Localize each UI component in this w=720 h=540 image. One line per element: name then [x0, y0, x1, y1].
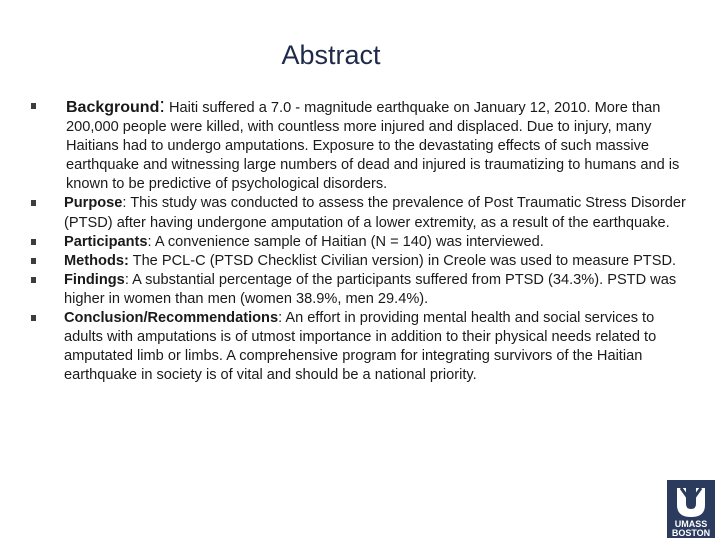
page-title: Abstract: [281, 40, 381, 70]
item-text: The PCL-C (PTSD Checklist Civilian version) in Creole was used to measure PTSD.: [128, 252, 677, 269]
bullet-icon: [31, 315, 36, 321]
item-label: Methods:: [64, 252, 129, 269]
item-colon: :: [159, 95, 165, 117]
bullet-icon: [31, 103, 36, 109]
umass-boston-logo: [667, 480, 715, 538]
item-text: Haiti suffered a 7.0 - magnitude earthquake on January 12, 2010. More than 200,000 people were killed, with countless more injured and displaced. Due to injury, many Haitians had to undergo amputations. Exposure to the devastating effects of such massive earthquake and witnessing large numbers of dead and injured is traumatizing to humans and is known to be predictive of psychological disorders.: [66, 100, 680, 193]
logo-line1: UMASS: [674, 519, 708, 529]
item-colon: :: [147, 233, 152, 250]
item-label: Participants: [64, 233, 148, 250]
item-label: Background: [66, 99, 160, 116]
bullet-icon: [31, 277, 36, 283]
abstract-list: [28, 97, 688, 385]
item-colon: :: [122, 195, 127, 212]
list-item-findings: [28, 271, 688, 309]
list-item-methods: [28, 252, 688, 271]
item-label: Purpose: [64, 195, 123, 212]
bullet-icon: [31, 258, 36, 264]
item-text: A convenience sample of Haitian (N = 140) was interviewed.: [151, 233, 544, 250]
item-text: An effort in providing mental health and social services to adults with amputations is of utmost importance in addition to their physical needs related to amputated limb or limbs. A comprehensive program for integrating survivors of the Haitian earthquake in society is of vital and should be a national priority.: [64, 310, 657, 384]
list-item-conclusion: [28, 309, 688, 385]
item-colon: :: [124, 271, 129, 288]
item-label: Findings: [64, 271, 125, 288]
list-item-participants: [28, 233, 688, 252]
bullet-icon: [31, 239, 36, 245]
item-text: A substantial percentage of the participants suffered from PTSD (34.3%). PSTD was higher in women than men (women 38.9%, men 29.4%).: [64, 271, 677, 307]
list-item-purpose: [28, 194, 688, 232]
logo-line2: BOSTON: [671, 528, 711, 538]
bullet-icon: [31, 200, 36, 206]
item-text: This study was conducted to assess the prevalence of Post Traumatic Stress Disorder (PTSD) after having undergone amputation of a lower extremity, as a result of the earthquake.: [64, 195, 686, 231]
item-label: Conclusion/Recommendations: [64, 310, 279, 327]
list-item-background: [28, 97, 688, 194]
item-colon: :: [278, 310, 283, 327]
